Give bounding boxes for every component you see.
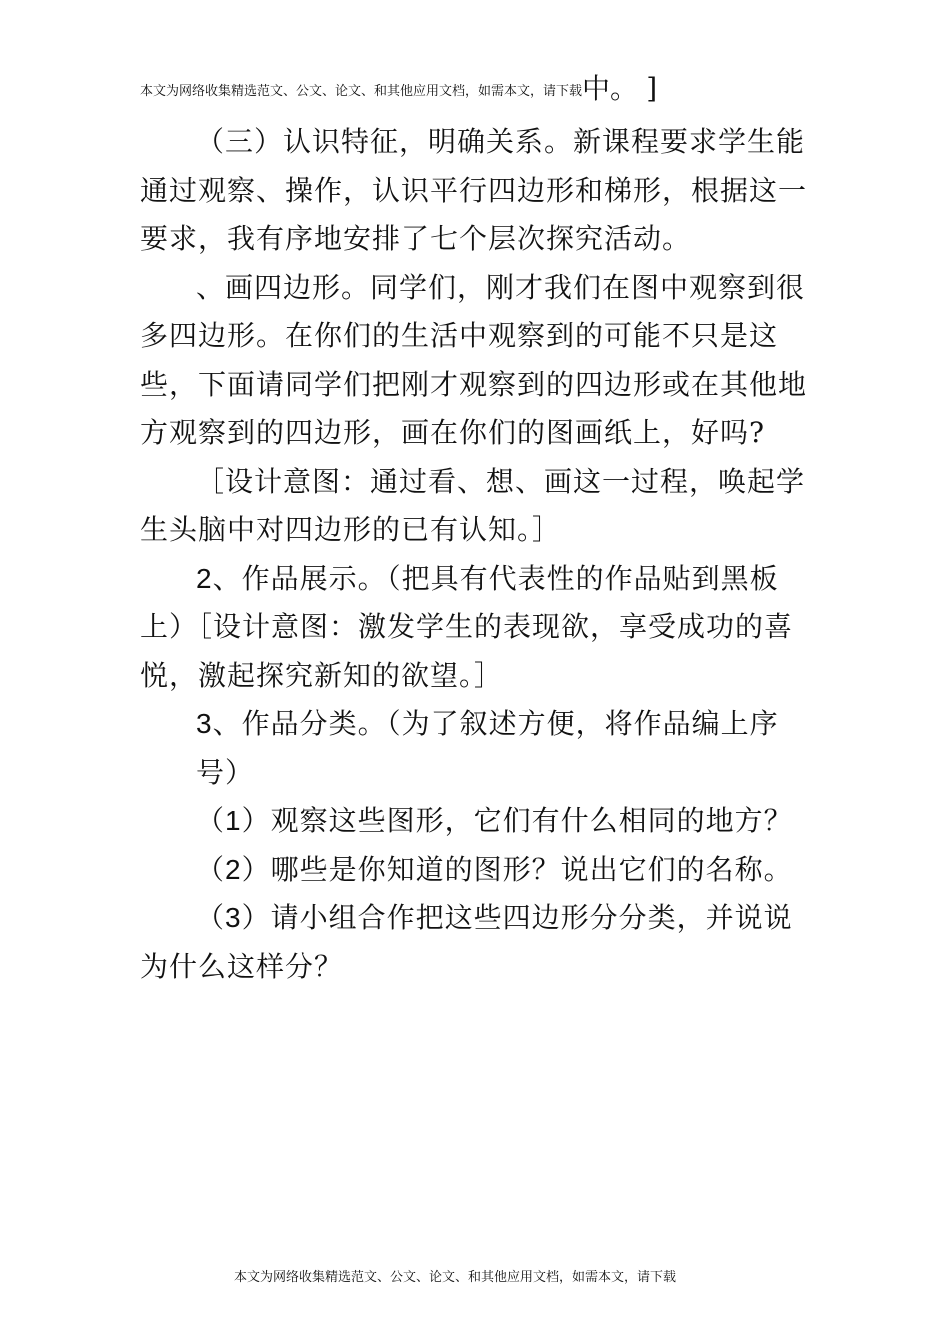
header-notice-text: 本文为网络收集精选范文、公文、论文、和其他应用文档，如需本文，请下载 <box>140 84 583 99</box>
question-1 <box>140 797 820 846</box>
paragraph-section-three: （三）认识特征，明确关系。新课程要求学生能通过观察、操作，认识平行四边形和梯形，根据这一要求，我有序地安排了七个层次探究活动。 <box>140 125 808 255</box>
paragraph-work-display <box>140 555 820 701</box>
question-number: （1） <box>196 805 271 836</box>
paragraph-number: 2 <box>196 562 213 594</box>
paragraph-number: 3 <box>196 708 213 739</box>
document-body <box>140 118 820 991</box>
question-text: 哪些是你知道的图形？说出它们的名称。 <box>270 852 793 886</box>
header-bracket: ] <box>646 72 658 105</box>
header-notice <box>140 72 840 109</box>
question-number: （3） <box>196 902 271 933</box>
question-text: 请小组合作把这些四边形分分类，并说说为什么这样分？ <box>140 901 793 983</box>
question-text: 观察这些图形，它们有什么相同的地方？ <box>270 804 793 837</box>
question-3 <box>140 894 820 991</box>
question-2 <box>140 846 820 895</box>
header-big-char: 中。 <box>582 72 639 105</box>
paragraph-work-classify <box>140 700 820 797</box>
paragraph-text: 、作品分类。（为了叙述方便，将作品编上序号） <box>196 707 779 789</box>
footer-notice: 本文为网络收集精选范文、公文、论文、和其他应用文档，如需本文，请下载 <box>233 1270 676 1285</box>
paragraph-draw-quadrilateral: 、画四边形。同学们，刚才我们在图中观察到很多四边形。在你们的生活中观察到的可能不只是这些，下面请同学们把刚才观察到的四边形或在其他地方观察到的四边形，画在你们的图画纸上，好吗? <box>140 270 808 449</box>
paragraph-text: 、作品展示。（把具有代表性的作品贴到黑板上）［设计意图：激发学生的表现欲，享受成功的喜悦，激起探究新知的欲望。］ <box>140 561 794 692</box>
question-number: （2） <box>196 853 271 885</box>
paragraph-design-intent-1: ［设计意图：通过看、想、画这一过程，唤起学生头脑中对四边形的已有认知。］ <box>140 464 806 546</box>
